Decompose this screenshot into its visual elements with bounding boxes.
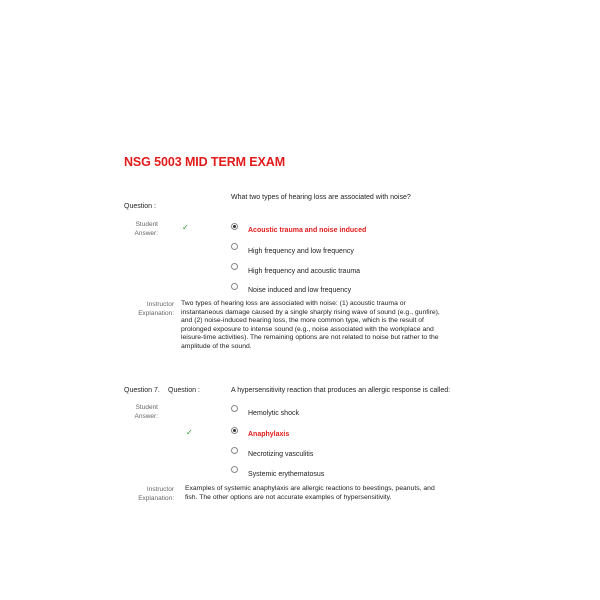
q1-option-4-label: Noise induced and low frequency <box>248 287 352 294</box>
instructor-explanation-2: Examples of systemic anaphylaxis are allergic reactions to beestings, peanuts, and fish. The other options are not accurate examples of hypersensitivity. <box>185 485 435 501</box>
q1-option-2-label: High frequency and low frequency <box>248 248 354 255</box>
q1-option-3-radio[interactable] <box>231 263 238 270</box>
q7-option-2-radio[interactable] <box>231 427 238 434</box>
q1-option-1-radio[interactable] <box>231 223 238 230</box>
instructor-explanation-1: Two types of hearing loss are associated with noise: (1) acoustic trauma or instantaneous damage caused by a single sharply rising wave of sound (e.g., gunfire), and (2) noise-induced hearing loss, the more common type, which is the result of prolonged exposure to intense sound (e.g., noise associated with the workplace and leisure-time activities). The remaining options are not related to noise but rather to the amplitude of the sound. <box>181 300 440 350</box>
q7-option-1-radio[interactable] <box>231 405 238 412</box>
q7-option-3-label: Necrotizing vasculitis <box>248 451 314 458</box>
q7-option-2-label: Anaphylaxis <box>248 431 290 438</box>
question-1-text: What two types of hearing loss are associated with noise? <box>231 194 411 201</box>
q7-option-3-radio[interactable] <box>231 447 238 454</box>
correct-check-icon: ✓ <box>182 223 189 232</box>
student-answer-label-1: Student Answer: <box>134 221 158 237</box>
q7-option-4-radio[interactable] <box>231 466 238 473</box>
correct-check-icon: ✓ <box>186 428 193 437</box>
exam-title: NSG 5003 MID TERM EXAM <box>124 155 286 169</box>
q1-option-1-label: Acoustic trauma and noise induced <box>248 227 367 234</box>
q7-option-4-label: Systemic erythematosus <box>248 471 325 478</box>
instructor-explanation-label-1: Instructor Explanation: <box>138 301 174 317</box>
question-1-label: Question : <box>124 203 156 210</box>
instructor-explanation-label-2: Instructor Explanation: <box>138 486 174 502</box>
question-7-label: Question : <box>168 387 200 394</box>
q1-option-4-radio[interactable] <box>231 283 238 290</box>
q7-option-1-label: Hemolytic shock <box>248 410 299 417</box>
q1-option-2-radio[interactable] <box>231 243 238 250</box>
question-7-number: Question 7. <box>124 387 160 394</box>
question-7-text: A hypersensitivity reaction that produces an allergic response is called: <box>231 387 451 394</box>
student-answer-label-2: Student Answer: <box>134 404 158 420</box>
q1-option-3-label: High frequency and acoustic trauma <box>248 268 361 275</box>
